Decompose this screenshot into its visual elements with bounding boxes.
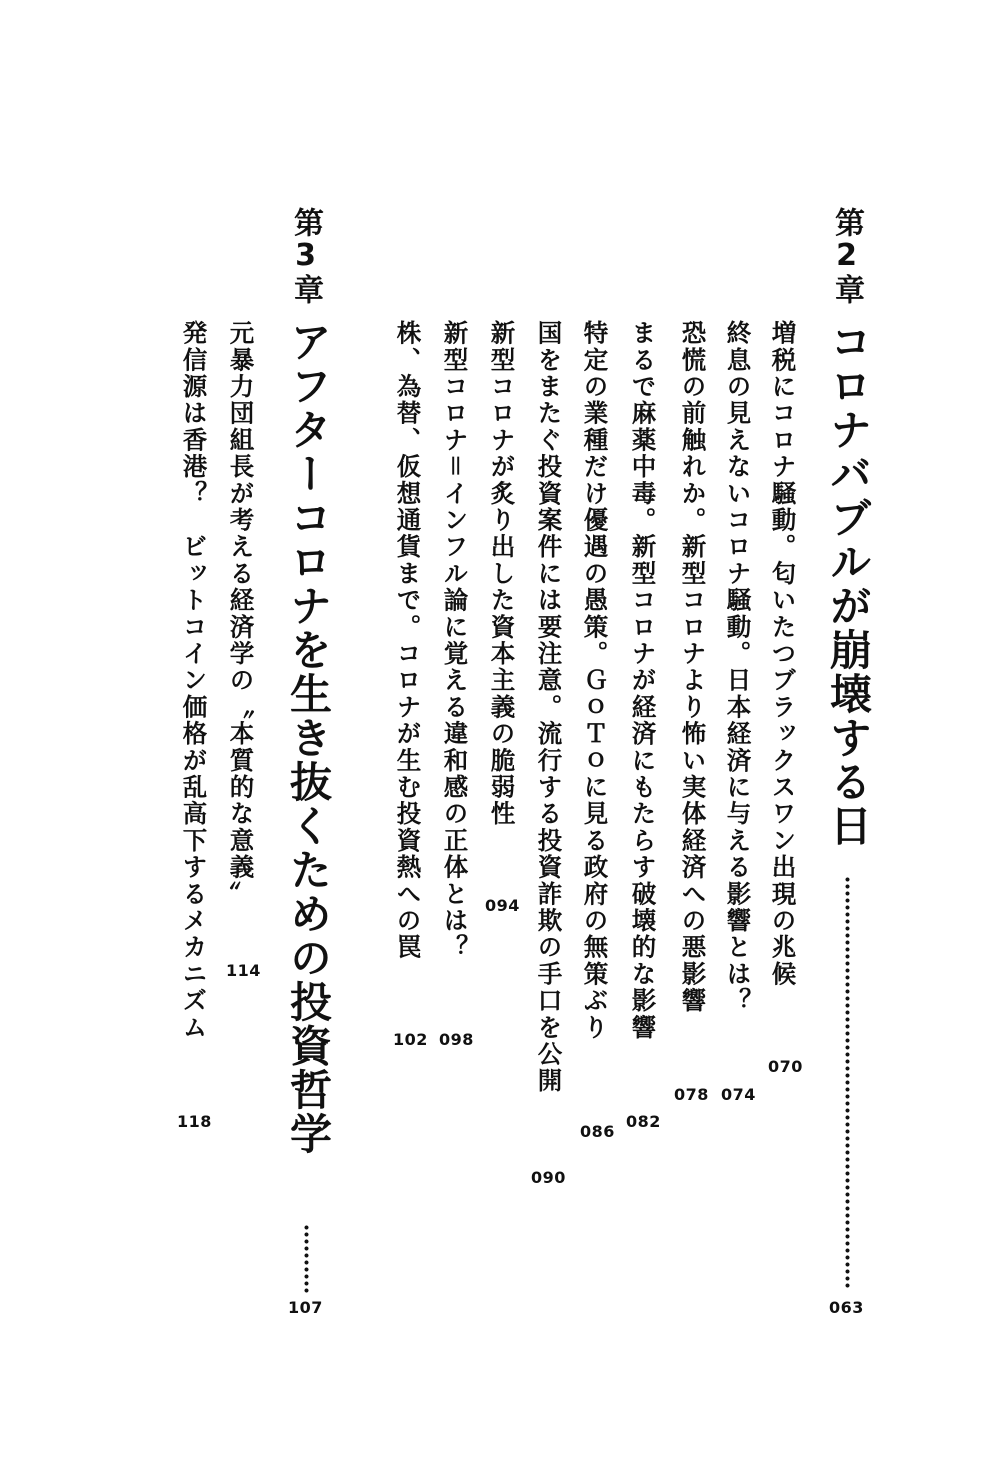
chapter-3-entry-1: 元暴力団組長が考える経済学の〝本質的な意義〟 — [226, 320, 256, 908]
chapter-2-entry-2-page: 074 — [721, 1085, 756, 1104]
chapter-2-entry-2: 終息の見えないコロナ騒動。日本経済に与える影響とは？ — [723, 320, 753, 1015]
chapter-3-entry-2-page: 118 — [177, 1112, 212, 1131]
chapter-2-entry-5: 特定の業種だけ優遇の愚策。ＧｏＴｏに見る政府の無策ぶり — [580, 320, 610, 1041]
chapter-2-entry-3-page: 078 — [674, 1085, 709, 1104]
chapter-2-entry-8-page: 098 — [439, 1030, 474, 1049]
chapter-2-entry-7-page: 094 — [485, 896, 520, 915]
chapter-2-entry-4-page: 082 — [626, 1112, 661, 1131]
chapter-2-entry-9-page: 102 — [393, 1030, 428, 1049]
chapter-2-entry-8: 新型コロナ＝インフル論に覚える違和感の正体とは？ — [440, 320, 470, 961]
chapter-2-entry-6: 国をまたぐ投資案件には要注意。流行する投資詐欺の手口を公開 — [534, 320, 564, 1095]
chapter-2-entry-7: 新型コロナが炙り出した資本主義の脆弱性 — [487, 320, 517, 828]
chapter-3-entry-2: 発信源は香港？ ビットコイン価格が乱高下するメカニズム — [179, 320, 209, 1041]
chapter-2-entry-1-page: 070 — [768, 1057, 803, 1076]
chapter-2-leader-dots — [845, 876, 850, 1290]
chapter-2-entry-5-page: 086 — [580, 1122, 615, 1141]
chapter-2-entry-6-page: 090 — [531, 1168, 566, 1187]
chapter-3-label: 第3章 — [288, 207, 323, 305]
chapter-3-title: アフターコロナを生き抜くための投資哲学 — [284, 320, 333, 1156]
chapter-2-title: コロナバブルが崩壊する日 — [824, 320, 873, 848]
chapter-2-entry-9: 株、為替、仮想通貨まで。コロナが生む投資熱への罠 — [393, 320, 423, 961]
chapter-3-entry-1-page: 114 — [226, 961, 261, 980]
chapter-2-entry-3: 恐慌の前触れか。新型コロナより怖い実体経済への悪影響 — [678, 320, 708, 1015]
chapter-2-entry-1: 増税にコロナ騒動。匂いたつブラックスワン出現の兆候 — [768, 320, 798, 988]
chapter-3-page-number: 107 — [288, 1298, 323, 1317]
chapter-2-page-number: 063 — [829, 1298, 864, 1317]
chapter-2-entry-4: まるで麻薬中毒。新型コロナが経済にもたらす破壊的な影響 — [628, 320, 658, 1041]
chapter-2-label: 第2章 — [829, 207, 864, 305]
chapter-3-leader-dots — [304, 1224, 309, 1294]
